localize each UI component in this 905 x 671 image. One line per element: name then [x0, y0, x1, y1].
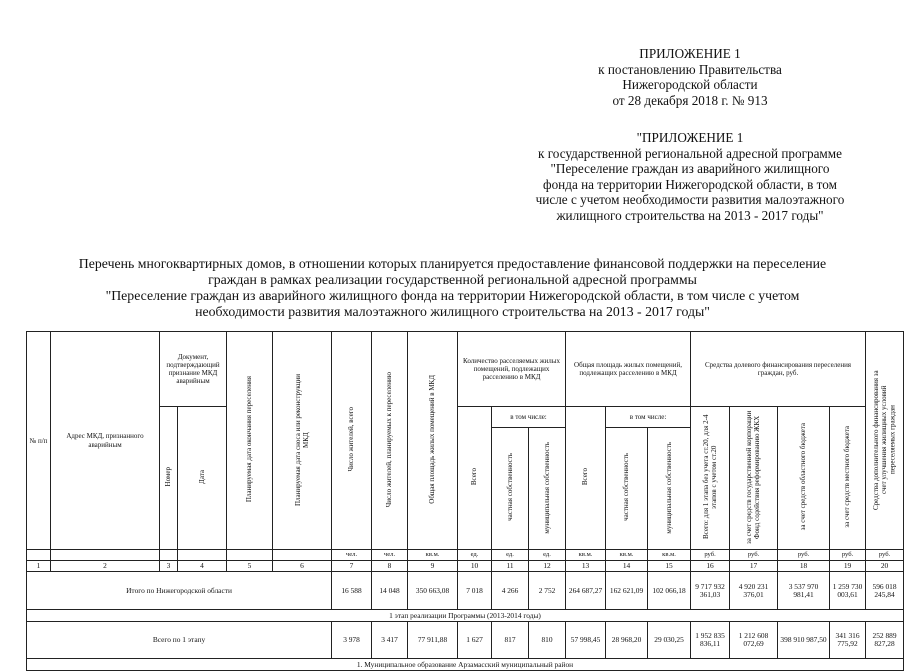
cell: 817 — [492, 622, 529, 659]
header-municipal2 — [648, 427, 691, 550]
header-funds-fund-text: за счет средств государственной корпорации Фонд содействия реформированию ЖКХ — [745, 410, 762, 544]
header-municipal-text: муниципальная собственность — [542, 441, 551, 534]
col-number: 13 — [566, 561, 606, 572]
header-funds-region-text: за счет средств областного бюджета — [799, 423, 808, 531]
appendix-2-header — [505, 130, 875, 224]
col-number: 12 — [529, 561, 566, 572]
unit-cell: ед. — [529, 550, 566, 561]
header-funds-fund — [730, 407, 778, 550]
cell: 102 066,18 — [648, 572, 691, 610]
appendix-2-line: фонда на территории Нижегородской области, в том — [543, 176, 837, 192]
cell: 3 417 — [372, 622, 408, 659]
header-planned-end — [227, 332, 273, 550]
appendix-1-header — [505, 46, 875, 108]
appendix-1-line: от 28 декабря 2018 г. № 913 — [612, 92, 768, 108]
col-number: 9 — [408, 561, 458, 572]
header-residents-total — [332, 332, 372, 550]
header-area-total — [408, 332, 458, 550]
header-count-total — [458, 407, 492, 550]
cell: 1 259 730 003,61 — [830, 572, 866, 610]
header-count-total-text: Всего — [470, 468, 479, 486]
cell: 4 920 231 376,01 — [730, 572, 778, 610]
appendix-2-line: жилищного строительства на 2013 - 2017 годы" — [556, 207, 824, 223]
header-private2 — [606, 427, 648, 550]
unit-cell: чел. — [372, 550, 408, 561]
col-number: 19 — [830, 561, 866, 572]
header-funds-group: Средства долевого финансирования переселения граждан, руб. — [691, 332, 866, 407]
cell: 3 978 — [332, 622, 372, 659]
title-line: необходимости развития малоэтажного жилищного строительства на 2013 - 2017 годы" — [195, 304, 710, 319]
header-private — [492, 427, 529, 550]
col-number: 20 — [866, 561, 904, 572]
appendix-1-line: ПРИЛОЖЕНИЕ 1 — [639, 46, 741, 61]
table-row — [27, 622, 904, 659]
cell: 2 752 — [529, 572, 566, 610]
header-area-total2-text: Всего — [581, 468, 590, 486]
col-number: 1 — [27, 561, 51, 572]
col-number: 16 — [691, 561, 730, 572]
cell: 264 687,27 — [566, 572, 606, 610]
header-address: Адрес МКД, признанного аварийным — [51, 332, 160, 550]
header-funds-extra-text: Средства дополнительного финансирования за счет улучшения жилищных условий переселяемых граждан — [872, 369, 897, 510]
table-row — [27, 572, 904, 610]
stage-label: 1 этап реализации Программы (2013-2014 годы) — [27, 610, 904, 622]
header-doc-date-text: Дата — [197, 470, 206, 484]
header-funds-local — [830, 407, 866, 550]
col-number: 6 — [273, 561, 332, 572]
unit-cell: руб. — [730, 550, 778, 561]
title-line: граждан в рамках реализации государственной региональной адресной программы — [208, 272, 697, 287]
appendix-2-line: числе с учетом необходимости развития малоэтажного — [535, 192, 845, 208]
header-municipal2-text: муниципальная собственность — [664, 441, 673, 534]
col-number: 4 — [178, 561, 227, 572]
appendix-1-line: Нижегородской области — [622, 77, 758, 93]
cell: 398 910 987,50 — [778, 622, 830, 659]
document-title — [0, 256, 905, 320]
unit-cell: ед. — [492, 550, 529, 561]
header-in-that-number: в том числе: — [492, 407, 566, 428]
cell: 16 588 — [332, 572, 372, 610]
col-number: 8 — [372, 561, 408, 572]
header-funds-total — [691, 407, 730, 550]
col-number: 11 — [492, 561, 529, 572]
cell: 341 316 775,92 — [830, 622, 866, 659]
header-area-group: Общая площадь жилых помещений, подлежащих расселению в МКД — [566, 332, 691, 407]
cell: 77 911,88 — [408, 622, 458, 659]
unit-cell: руб. — [866, 550, 904, 561]
header-residents-planned — [372, 332, 408, 550]
unit-cell: кв.м. — [408, 550, 458, 561]
appendix-2-line: "Переселение граждан из аварийного жилищного — [550, 161, 830, 177]
cell: 3 537 970 981,41 — [778, 572, 830, 610]
header-residents-planned-text: Число жителей, планируемых к переселению — [385, 371, 394, 508]
row-label: Всего по 1 этапу — [27, 622, 332, 659]
housing-table — [26, 331, 904, 671]
header-doc-date — [178, 407, 227, 550]
col-number: 2 — [51, 561, 160, 572]
cell: 1 627 — [458, 622, 492, 659]
appendix-2-line: "ПРИЛОЖЕНИЕ 1 — [636, 130, 744, 145]
cell: 9 717 932 361,03 — [691, 572, 730, 610]
header-num: № п/п — [27, 332, 51, 550]
header-document: Документ, подтверждающий признание МКД аварийным — [160, 332, 227, 407]
title-line: "Переселение граждан из аварийного жилищного фонда на территории Нижегородской области, в том числе с учетом — [105, 288, 800, 303]
header-planned-end-text: Планируемая дата окончания переселения — [245, 376, 254, 503]
col-number: 18 — [778, 561, 830, 572]
col-number: 3 — [160, 561, 178, 572]
col-number: 7 — [332, 561, 372, 572]
appendix-1-line: к постановлению Правительства — [598, 61, 782, 77]
header-in-that-number2: в том числе: — [606, 407, 691, 428]
table-row — [27, 610, 904, 622]
header-private2-text: частная собственность — [622, 453, 631, 522]
cell: 28 968,20 — [606, 622, 648, 659]
col-number: 14 — [606, 561, 648, 572]
cell: 57 998,45 — [566, 622, 606, 659]
unit-cell: кв.м. — [648, 550, 691, 561]
unit-cell: руб. — [830, 550, 866, 561]
cell: 7 018 — [458, 572, 492, 610]
header-doc-number — [160, 407, 178, 550]
header-residents-total-text: Число жителей, всего — [347, 407, 356, 472]
table-row — [27, 659, 904, 671]
unit-cell: руб. — [691, 550, 730, 561]
col-number: 15 — [648, 561, 691, 572]
header-municipal — [529, 427, 566, 550]
cell: 4 266 — [492, 572, 529, 610]
unit-cell: кв.м. — [606, 550, 648, 561]
header-funds-region — [778, 407, 830, 550]
unit-cell: кв.м. — [566, 550, 606, 561]
cell: 810 — [529, 622, 566, 659]
cell: 1 212 608 072,69 — [730, 622, 778, 659]
municipality-label: 1. Муниципальное образование Арзамасский муниципальный район — [27, 659, 904, 671]
cell: 252 889 827,28 — [866, 622, 904, 659]
row-label: Итого по Нижегородской области — [27, 572, 332, 610]
title-line: Перечень многоквартирных домов, в отношении которых планируется предоставление финансовой поддержки на переселение — [78, 256, 827, 271]
col-number: 5 — [227, 561, 273, 572]
unit-cell: чел. — [332, 550, 372, 561]
units-row — [27, 550, 904, 561]
cell: 350 663,08 — [408, 572, 458, 610]
header-funds-total-text: Всего: для 1 этапа без учета ст.20, для 2-4 этапов с учетом ст.20 — [701, 414, 719, 540]
cell: 596 018 245,84 — [866, 572, 904, 610]
cell: 162 621,09 — [606, 572, 648, 610]
col-number: 10 — [458, 561, 492, 572]
header-planned-demolish-text: Планируемая дата сноса или реконструкции МКД — [293, 373, 311, 506]
appendix-2-line: к государственной региональной адресной программе — [538, 145, 842, 161]
unit-cell: руб. — [778, 550, 830, 561]
unit-cell: ед. — [458, 550, 492, 561]
column-numbers-row — [27, 561, 904, 572]
header-funds-extra — [866, 332, 904, 550]
header-planned-demolish — [273, 332, 332, 550]
header-area-total-text: Общая площадь жилых помещений в МКД — [428, 375, 437, 504]
cell: 29 030,25 — [648, 622, 691, 659]
header-funds-local-text: за счет средств местного бюджета — [843, 426, 852, 528]
cell: 1 952 835 836,11 — [691, 622, 730, 659]
header-doc-number-text: Номер — [164, 467, 173, 487]
cell: 14 048 — [372, 572, 408, 610]
header-private-text: частная собственность — [505, 453, 514, 522]
header-area-total2 — [566, 407, 606, 550]
header-count-group: Количество расселяемых жилых помещений, подлежащих расселению в МКД — [458, 332, 566, 407]
col-number: 17 — [730, 561, 778, 572]
